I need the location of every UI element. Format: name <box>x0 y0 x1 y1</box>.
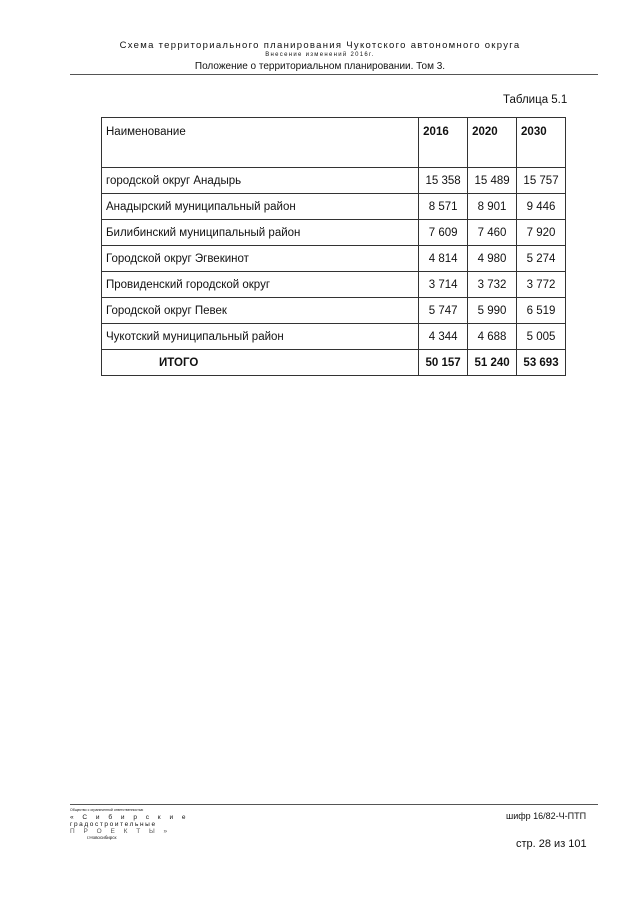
row-name: Провиденский городской округ <box>102 272 419 298</box>
cell-2016: 4 344 <box>419 324 468 350</box>
cell-2030: 5 274 <box>517 246 566 272</box>
logo-line-2: градостроительные <box>70 821 157 828</box>
table-row <box>102 194 566 220</box>
row-name: Анадырский муниципальный район <box>102 194 419 220</box>
table-row <box>102 168 566 194</box>
row-name: Городской округ Эгвекинот <box>102 246 419 272</box>
logo-line-3: П Р О Е К Т Ы » <box>70 828 171 835</box>
total-2020: 51 240 <box>468 350 517 376</box>
column-header-name: Наименование <box>102 118 419 168</box>
cell-2016: 15 358 <box>419 168 468 194</box>
table-row <box>102 220 566 246</box>
table-caption: Таблица 5.1 <box>503 94 568 106</box>
cell-2030: 15 757 <box>517 168 566 194</box>
header-divider <box>70 74 598 75</box>
cell-2030: 7 920 <box>517 220 566 246</box>
cell-2016: 5 747 <box>419 298 468 324</box>
cell-2030: 5 005 <box>517 324 566 350</box>
document-volume: Положение о территориальном планировании. Том 3. <box>194 61 446 72</box>
row-name: Городской округ Певек <box>102 298 419 324</box>
logo-city: г.Новосибирск <box>87 835 117 840</box>
cell-2016: 8 571 <box>419 194 468 220</box>
table-total-row <box>102 350 566 376</box>
table-row <box>102 246 566 272</box>
row-name: городской округ Анадырь <box>102 168 419 194</box>
cell-2016: 3 714 <box>419 272 468 298</box>
cell-2016: 7 609 <box>419 220 468 246</box>
cell-2030: 3 772 <box>517 272 566 298</box>
column-header-2020: 2020 <box>468 118 517 168</box>
total-2030: 53 693 <box>517 350 566 376</box>
cell-2020: 7 460 <box>468 220 517 246</box>
logo-line-1: « С и б и р с к и е <box>70 814 190 821</box>
company-logo <box>70 808 190 858</box>
cell-2020: 4 688 <box>468 324 517 350</box>
document-code: шифр 16/82-Ч-ПТП <box>506 811 587 821</box>
cell-2020: 3 732 <box>468 272 517 298</box>
row-name: Билибинский муниципальный район <box>102 220 419 246</box>
table-row <box>102 272 566 298</box>
page-number: стр. 28 из 101 <box>516 838 587 850</box>
cell-2020: 4 980 <box>468 246 517 272</box>
population-table <box>101 117 566 376</box>
document-title: Схема территориального планирования Чукотского автономного округа <box>119 40 521 51</box>
footer-divider <box>70 804 598 805</box>
cell-2016: 4 814 <box>419 246 468 272</box>
table-row <box>102 324 566 350</box>
cell-2020: 5 990 <box>468 298 517 324</box>
logo-company-form: Общество с ограниченной ответственностью <box>70 808 144 812</box>
total-2016: 50 157 <box>419 350 468 376</box>
column-header-2030: 2030 <box>517 118 566 168</box>
document-subtitle: Внесение изменений 2016г. <box>265 52 375 58</box>
cell-2030: 6 519 <box>517 298 566 324</box>
column-header-2016: 2016 <box>419 118 468 168</box>
cell-2020: 15 489 <box>468 168 517 194</box>
table-header-row <box>102 118 566 168</box>
cell-2020: 8 901 <box>468 194 517 220</box>
table-row <box>102 298 566 324</box>
total-label: ИТОГО <box>102 350 419 376</box>
cell-2030: 9 446 <box>517 194 566 220</box>
row-name: Чукотский муниципальный район <box>102 324 419 350</box>
